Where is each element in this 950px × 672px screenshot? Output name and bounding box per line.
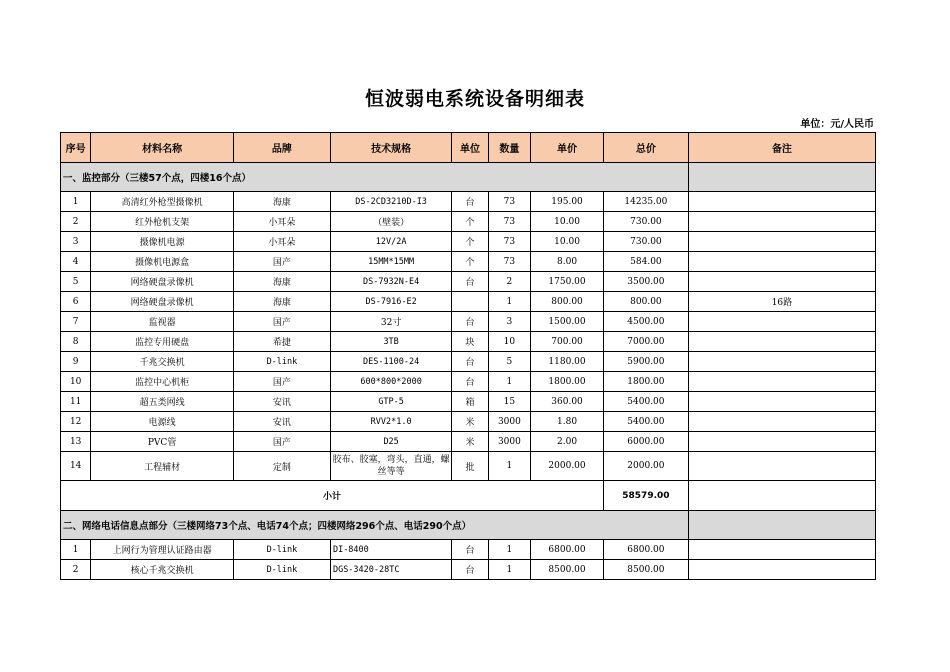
table-row xyxy=(61,272,876,292)
table-cell: 73 xyxy=(488,192,530,212)
table-cell: 台 xyxy=(452,372,488,392)
subtotal-value: 58579.00 xyxy=(603,481,688,511)
table-cell xyxy=(688,192,875,212)
table-cell: 网络硬盘录像机 xyxy=(91,292,234,312)
table-cell: 台 xyxy=(452,312,488,332)
equipment-table xyxy=(60,132,876,580)
table-row xyxy=(61,292,876,312)
table-row xyxy=(61,372,876,392)
table-row xyxy=(61,392,876,412)
table-cell: 4500.00 xyxy=(603,312,688,332)
header-cell: 材料名称 xyxy=(91,133,234,163)
table-cell xyxy=(688,392,875,412)
table-cell: 195.00 xyxy=(531,192,604,212)
table-cell: DI-8400 xyxy=(330,540,451,560)
header-cell: 品牌 xyxy=(233,133,330,163)
table-cell: 600*800*2000 xyxy=(330,372,451,392)
table-cell: （壁装） xyxy=(330,212,451,232)
table-cell: 14235.00 xyxy=(603,192,688,212)
table-cell: 监控中心机柜 xyxy=(91,372,234,392)
header-cell: 技术规格 xyxy=(330,133,451,163)
table-cell: D-link xyxy=(233,352,330,372)
table-row xyxy=(61,540,876,560)
table-cell: 小耳朵 xyxy=(233,232,330,252)
table-cell: 网络硬盘录像机 xyxy=(91,272,234,292)
table-cell: 1 xyxy=(61,192,91,212)
table-row xyxy=(61,560,876,580)
table-cell: 1 xyxy=(61,540,91,560)
table-cell xyxy=(688,332,875,352)
table-row xyxy=(61,452,876,481)
section-blank-cell xyxy=(688,163,875,192)
table-cell: 箱 xyxy=(452,392,488,412)
table-cell xyxy=(452,292,488,312)
table-cell: 块 xyxy=(452,332,488,352)
table-cell: 上网行为管理认证路由器 xyxy=(91,540,234,560)
table-cell: 监视器 xyxy=(91,312,234,332)
subtotal-row xyxy=(61,481,876,511)
table-cell: 3TB xyxy=(330,332,451,352)
table-cell: 摄像机电源盒 xyxy=(91,252,234,272)
section-title: 二、网络电话信息点部分（三楼网络73个点、电话74个点；四楼网络296个点、电话290个点） xyxy=(61,511,689,540)
table-cell: 1 xyxy=(488,560,530,580)
table-cell: 国产 xyxy=(233,252,330,272)
section-title: 一、监控部分（三楼57个点，四楼16个点） xyxy=(61,163,689,192)
table-cell: 摄像机电源 xyxy=(91,232,234,252)
table-cell xyxy=(688,372,875,392)
table-cell: 12V/2A xyxy=(330,232,451,252)
table-cell: 3000 xyxy=(488,432,530,452)
table-cell: 10.00 xyxy=(531,212,604,232)
table-cell: 2000.00 xyxy=(531,452,604,481)
header-cell: 序号 xyxy=(61,133,91,163)
table-cell: 8500.00 xyxy=(531,560,604,580)
table-cell: 批 xyxy=(452,452,488,481)
table-cell xyxy=(688,212,875,232)
table-cell: 3 xyxy=(61,232,91,252)
table-cell: 1 xyxy=(488,372,530,392)
table-cell: 584.00 xyxy=(603,252,688,272)
table-cell xyxy=(688,452,875,481)
table-cell: 700.00 xyxy=(531,332,604,352)
table-cell: 10 xyxy=(488,332,530,352)
table-cell: 8500.00 xyxy=(603,560,688,580)
table-cell: 73 xyxy=(488,252,530,272)
table-cell: 小耳朵 xyxy=(233,212,330,232)
table-cell: 3000 xyxy=(488,412,530,432)
section-blank-cell xyxy=(688,511,875,540)
subtotal-label: 小计 xyxy=(61,481,604,511)
document-title: 恒波弱电系统设备明细表 xyxy=(364,88,585,110)
table-cell: 台 xyxy=(452,560,488,580)
table-row xyxy=(61,252,876,272)
table-cell xyxy=(688,432,875,452)
section-row-monitoring xyxy=(61,163,876,192)
table-cell: 台 xyxy=(452,352,488,372)
table-cell: RVV2*1.0 xyxy=(330,412,451,432)
table-cell: 12 xyxy=(61,412,91,432)
table-cell: 5 xyxy=(488,352,530,372)
table-cell: 13 xyxy=(61,432,91,452)
table-cell: 7 xyxy=(61,312,91,332)
table-cell: DGS-3420-28TC xyxy=(330,560,451,580)
table-cell: 2.00 xyxy=(531,432,604,452)
table-cell: 15MM*15MM xyxy=(330,252,451,272)
table-cell: 32寸 xyxy=(330,312,451,332)
table-cell xyxy=(688,560,875,580)
table-cell: 定制 xyxy=(233,452,330,481)
table-cell: GTP-5 xyxy=(330,392,451,412)
table-cell: 1500.00 xyxy=(531,312,604,332)
table-cell: 核心千兆交换机 xyxy=(91,560,234,580)
table-cell: 海康 xyxy=(233,272,330,292)
table-cell: 电源线 xyxy=(91,412,234,432)
table-cell: 安讯 xyxy=(233,392,330,412)
table-cell: DS-7932N-E4 xyxy=(330,272,451,292)
table-cell: 1750.00 xyxy=(531,272,604,292)
table-cell: 国产 xyxy=(233,372,330,392)
table-cell: 360.00 xyxy=(531,392,604,412)
table-cell: 红外枪机支架 xyxy=(91,212,234,232)
table-row xyxy=(61,432,876,452)
table-cell: 800.00 xyxy=(603,292,688,312)
table-cell: 海康 xyxy=(233,192,330,212)
currency-unit-label: 单位：元/人民币 xyxy=(800,119,874,130)
table-cell: 5900.00 xyxy=(603,352,688,372)
table-cell: D-link xyxy=(233,560,330,580)
table-cell xyxy=(688,540,875,560)
table-cell: 730.00 xyxy=(603,232,688,252)
table-cell: 个 xyxy=(452,212,488,232)
table-cell: 1 xyxy=(488,292,530,312)
header-cell: 单价 xyxy=(531,133,604,163)
table-cell: 2000.00 xyxy=(603,452,688,481)
table-cell: 工程辅材 xyxy=(91,452,234,481)
table-cell: DS-2CD3210D-I3 xyxy=(330,192,451,212)
table-cell: 安讯 xyxy=(233,412,330,432)
table-cell: 1800.00 xyxy=(603,372,688,392)
table-cell xyxy=(688,312,875,332)
table-cell xyxy=(688,272,875,292)
table-cell: 台 xyxy=(452,192,488,212)
table-cell: 5 xyxy=(61,272,91,292)
table-cell: 1180.00 xyxy=(531,352,604,372)
table-cell: 高清红外枪型摄像机 xyxy=(91,192,234,212)
table-cell: 2 xyxy=(488,272,530,292)
table-cell: 11 xyxy=(61,392,91,412)
header-row xyxy=(61,133,876,163)
table-row xyxy=(61,232,876,252)
table-cell: 6000.00 xyxy=(603,432,688,452)
table-row xyxy=(61,192,876,212)
section-row-network xyxy=(61,511,876,540)
table-cell: 5400.00 xyxy=(603,392,688,412)
table-cell xyxy=(688,252,875,272)
table-cell: D25 xyxy=(330,432,451,452)
table-row xyxy=(61,312,876,332)
table-cell: DS-7916-E2 xyxy=(330,292,451,312)
table-cell: 6800.00 xyxy=(531,540,604,560)
table-cell: 8.00 xyxy=(531,252,604,272)
header-cell: 单位 xyxy=(452,133,488,163)
header-cell: 数量 xyxy=(488,133,530,163)
table-cell: 4 xyxy=(61,252,91,272)
table-cell: 10 xyxy=(61,372,91,392)
table-cell xyxy=(688,412,875,432)
subtotal-remark xyxy=(688,481,875,511)
table-cell: 6 xyxy=(61,292,91,312)
table-cell: 3 xyxy=(488,312,530,332)
table-cell: 1.80 xyxy=(531,412,604,432)
table-cell: 希捷 xyxy=(233,332,330,352)
table-cell: 5400.00 xyxy=(603,412,688,432)
table-cell: D-link xyxy=(233,540,330,560)
table-cell: 6800.00 xyxy=(603,540,688,560)
table-cell: DES-1100-24 xyxy=(330,352,451,372)
table-cell: 海康 xyxy=(233,292,330,312)
table-row xyxy=(61,212,876,232)
table-cell: 1 xyxy=(488,452,530,481)
table-row xyxy=(61,352,876,372)
header-cell: 备注 xyxy=(688,133,875,163)
table-cell: 1800.00 xyxy=(531,372,604,392)
table-cell: 千兆交换机 xyxy=(91,352,234,372)
table-cell: PVC管 xyxy=(91,432,234,452)
table-cell xyxy=(688,232,875,252)
table-cell: 8 xyxy=(61,332,91,352)
table-cell: 15 xyxy=(488,392,530,412)
table-cell: 2 xyxy=(61,560,91,580)
table-cell: 台 xyxy=(452,272,488,292)
table-cell: 米 xyxy=(452,432,488,452)
table-row xyxy=(61,332,876,352)
table-cell: 73 xyxy=(488,212,530,232)
table-cell: 米 xyxy=(452,412,488,432)
table-cell xyxy=(688,352,875,372)
table-cell: 3500.00 xyxy=(603,272,688,292)
table-cell: 个 xyxy=(452,252,488,272)
table-cell: 73 xyxy=(488,232,530,252)
table-cell: 730.00 xyxy=(603,212,688,232)
table-cell: 16路 xyxy=(688,292,875,312)
table-row xyxy=(61,412,876,432)
table-cell: 800.00 xyxy=(531,292,604,312)
table-cell: 2 xyxy=(61,212,91,232)
table-cell: 个 xyxy=(452,232,488,252)
table-cell: 9 xyxy=(61,352,91,372)
header-cell: 总价 xyxy=(603,133,688,163)
table-cell: 台 xyxy=(452,540,488,560)
table-cell: 国产 xyxy=(233,432,330,452)
table-cell: 胶布、胶塞，弯头，直通，螺丝等等 xyxy=(330,452,451,481)
table-cell: 监控专用硬盘 xyxy=(91,332,234,352)
table-cell: 14 xyxy=(61,452,91,481)
table-cell: 7000.00 xyxy=(603,332,688,352)
table-cell: 1 xyxy=(488,540,530,560)
table-cell: 10.00 xyxy=(531,232,604,252)
table-cell: 超五类网线 xyxy=(91,392,234,412)
table-cell: 国产 xyxy=(233,312,330,332)
